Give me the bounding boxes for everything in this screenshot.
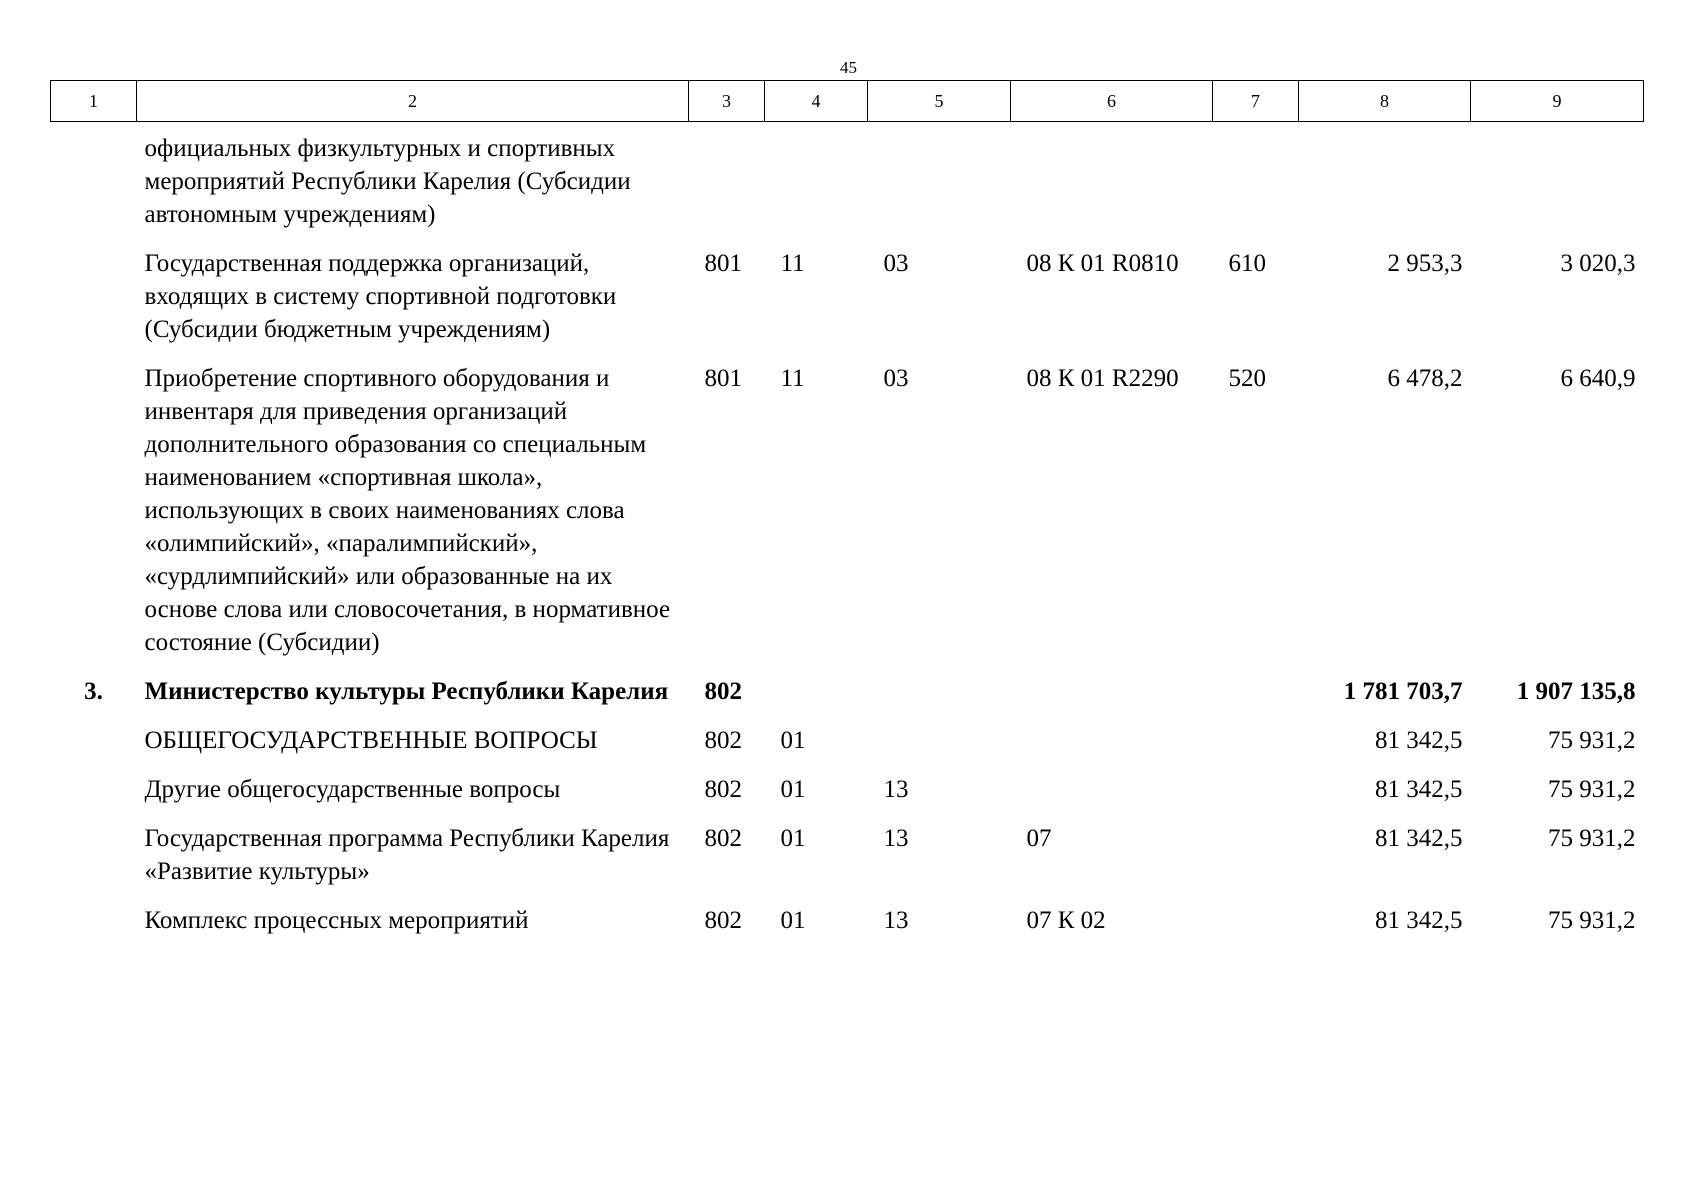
col4-value: 01 [780, 727, 806, 754]
col9-value [1471, 122, 1644, 248]
table-row [51, 362, 1644, 675]
col6-value [1011, 773, 1213, 822]
col6-value [1011, 675, 1213, 724]
column-header: 5 [868, 81, 1011, 122]
row-number [51, 247, 137, 362]
row-name: Государственная поддержка организаций, входящих в систему спортивной подготовки (Субсидии бюджетным учреждениям) [144, 250, 617, 343]
col4-value: 11 [780, 365, 805, 392]
col6-value: 07 К 02 [1026, 907, 1106, 934]
col4-value: 01 [780, 776, 806, 803]
table-row [51, 724, 1644, 773]
row-name: официальных физкультурных и спортивных мероприятий Республики Карелия (Субсидии автономным учреждениям) [144, 135, 631, 228]
col6-value [1011, 122, 1213, 248]
col3-value: 802 [704, 907, 742, 934]
col8-value [1299, 122, 1471, 248]
column-header: 9 [1471, 81, 1644, 122]
header-row [51, 81, 1644, 122]
col6-value [1011, 724, 1213, 773]
col8-value: 81 342,5 [1375, 825, 1463, 852]
col4-value [765, 122, 868, 248]
row-name: Другие общегосударственные вопросы [144, 776, 561, 803]
col7-value: 520 [1228, 365, 1266, 392]
table-row [51, 822, 1644, 904]
budget-table [50, 80, 1644, 953]
row-number: 3. [84, 678, 103, 705]
row-name: Приобретение спортивного оборудования и инвентаря для приведения организаций дополнительного образования со специальным наименованием «спортивная школа», использующих в своих наименованиях слова «олимпийский», «паралимпийский», «сурдлимпийский» или образованные на их основе слова или словосочетания, в нормативное состояние (Субсидии) [144, 365, 671, 656]
col8-value: 2 953,3 [1387, 250, 1463, 277]
row-name: Комплекс процессных мероприятий [144, 907, 529, 934]
col5-value [868, 675, 1011, 724]
column-header: 8 [1299, 81, 1471, 122]
col3-value: 802 [704, 776, 742, 803]
col3-value: 801 [704, 365, 742, 392]
col8-value: 81 342,5 [1375, 907, 1463, 934]
col4-value: 01 [780, 907, 806, 934]
col3-value: 802 [704, 727, 742, 754]
col7-value [1213, 675, 1299, 724]
column-header: 7 [1213, 81, 1299, 122]
col9-value: 75 931,2 [1548, 907, 1636, 934]
table-row [51, 675, 1644, 724]
table-row [51, 247, 1644, 362]
table-body [51, 122, 1644, 954]
row-number [51, 362, 137, 675]
column-header: 6 [1011, 81, 1213, 122]
col9-value: 75 931,2 [1548, 776, 1636, 803]
row-number [51, 122, 137, 248]
col3-value: 801 [704, 250, 742, 277]
col7-value [1213, 904, 1299, 953]
table-row [51, 904, 1644, 953]
col9-value: 1 907 135,8 [1516, 678, 1636, 705]
col7-value [1213, 122, 1299, 248]
row-name: Министерство культуры Республики Карелия [144, 678, 669, 705]
col9-value: 75 931,2 [1548, 727, 1636, 754]
col5-value: 13 [883, 776, 909, 803]
col7-value [1213, 724, 1299, 773]
col8-value: 81 342,5 [1375, 727, 1463, 754]
col6-value: 08 К 01 R0810 [1026, 250, 1179, 277]
col4-value [765, 675, 868, 724]
col7-value: 610 [1228, 250, 1266, 277]
column-header: 3 [689, 81, 765, 122]
col5-value: 13 [883, 907, 909, 934]
col6-value: 08 К 01 R2290 [1026, 365, 1179, 392]
row-name: ОБЩЕГОСУДАРСТВЕННЫЕ ВОПРОСЫ [144, 727, 598, 754]
row-number [51, 904, 137, 953]
col5-value: 03 [883, 250, 909, 277]
row-number [51, 822, 137, 904]
row-number [51, 773, 137, 822]
col3-value: 802 [704, 825, 742, 852]
col6-value: 07 [1026, 825, 1052, 852]
page-number: 45 [840, 58, 857, 77]
col8-value: 6 478,2 [1387, 365, 1463, 392]
table-row [51, 122, 1644, 248]
table-header [51, 81, 1644, 122]
col5-value [868, 122, 1011, 248]
col8-value: 1 781 703,7 [1343, 678, 1463, 705]
col8-value: 81 342,5 [1375, 776, 1463, 803]
column-header: 1 [51, 81, 137, 122]
col4-value: 11 [780, 250, 805, 277]
col9-value: 75 931,2 [1548, 825, 1636, 852]
col3-value: 802 [704, 678, 742, 705]
column-header: 2 [137, 81, 689, 122]
col9-value: 6 640,9 [1560, 365, 1636, 392]
col5-value [868, 724, 1011, 773]
col7-value [1213, 822, 1299, 904]
column-header: 4 [765, 81, 868, 122]
table-row [51, 773, 1644, 822]
col7-value [1213, 773, 1299, 822]
row-name: Государственная программа Республики Карелия «Развитие культуры» [144, 825, 670, 885]
row-number [51, 724, 137, 773]
col9-value: 3 020,3 [1560, 250, 1636, 277]
col4-value: 01 [780, 825, 806, 852]
col5-value: 03 [883, 365, 909, 392]
col3-value [689, 122, 765, 248]
col5-value: 13 [883, 825, 909, 852]
